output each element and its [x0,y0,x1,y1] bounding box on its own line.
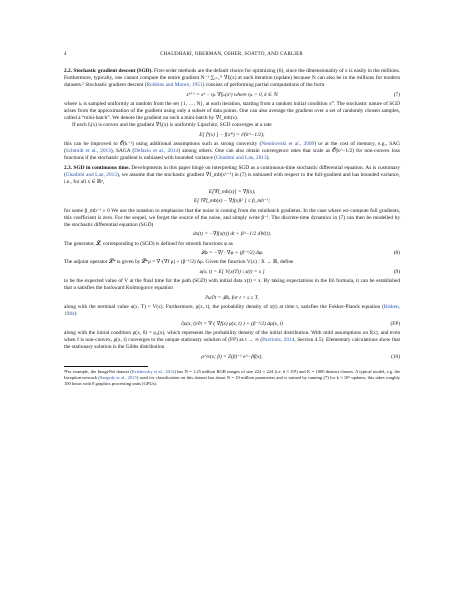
equation-sgd: dx(t) = −∇f(x(t)) dt + β^−1/2 dW(t). [192,231,272,238]
sec23-paragraph-3: The generator, 𝓛, corresponding to (SGD) is defined for smooth functions φ as [64,240,233,247]
citation-link[interactable]: Pavliotis, 2014 [262,337,295,344]
body-text [64,68,400,387]
equation-number: (FP) [390,320,400,327]
equation-number: (9) [393,268,400,275]
equation-8: 𝓛φ = −∇f · ∇φ + (β⁻¹/2) Δφ. (8) [200,249,400,256]
equation-kolmogorov: ∂u/∂t = 𝓛u, for t < s ≤ T, [205,294,259,301]
citation-link[interactable]: Szegedy et al., 2015 [99,374,137,380]
sec23-paragraph-2: for some β_mb⁻¹ ≥ 0 We use the notation to emphasize that the noise is coming from the minibatch gradients. In the case where we compute full gradients, this coefficient is zero. For the sequel, we forget the source of the noise, and simply write β⁻¹. The discrete-time dynamics in (7) can then be modelled by the stochastic differential equation (SGD) [64,207,400,228]
citation-link[interactable]: Ghadimi and Lan, 2013 [65,172,117,179]
page-number: 4 [64,52,67,57]
equation-7: xᵏ⁺¹ = xᵏ − ηₖ ∇fᵢₖ(xᵏ) where ηₖ > 0, k ∈ ℕ (7) [186,91,400,98]
equation-9: u(x, t) = E[ V(x(T)) | x(t) = x ] (9) [199,268,400,275]
equation-rate: E[ fᵏ(x) ] − f(x*) = 𝒪(k^−1/2); [199,131,265,138]
sec22-paragraph-1: 2.2. Stochastic gradient descent (SGD). First-order methods are the default choice for optimizing (6), since the dimensionality of x is easily in the millions. Furthermore, typically, one cannot compute the entire gradient N⁻¹ ∑ᵢ₌₁ᴺ ∇fᵢ(x) at each iteration (update) because N can also be in the millions for modern datasets.² Stochastic gradient descent (Robbins and Monro, 1951) consists of performing partial computations of the form [64,68,400,89]
sec22-paragraph-4: this can be improved to 𝒪(k⁻¹) using additional assumptions such as strong convexity (Nemirovski et al., 2009) or at the cost of memory, e.g., SAG (Schmidt et al., 2013), SAGA (Defazio et al., 2014) among others. One can also obtain convergence rates that scale as 𝒪(k^−1/2) for non-convex loss functions if the stochastic gradient is unbiased with bounded variance (Ghadimi and Lan, 2013). [64,140,400,162]
footnote-rule [64,366,148,367]
sec23-paragraph-5: to be the expected value of V at the final time for the path (SGD) with initial data x(t) = x. By taking expectations in the Itô formula, it can be established that u satisfies the backward Kolmogorov equation [64,278,400,292]
sec23-paragraph-4: The adjoint operator 𝓛* is given by 𝓛*ρ = ∇·(∇f ρ) + (β⁻¹/2) Δρ. Given the function V(x) : X → ℝ, define [64,259,294,266]
equation-10: ρ^∞(x; β) = Z(β)⁻¹ e^−βf(x), (10) [201,353,400,360]
equation-number: (8) [393,249,400,256]
equation-fp: ∂ρ(x, t)/∂t = ∇·( ∇f(x) ρ(x, t) ) + (β⁻¹/2) Δρ(x, t) (FP) [181,320,400,327]
sec23-paragraph-1: 2.3. SGD in continuous time. Developments in this paper hinge on interpreting SGD as a continuous-time stochastic differential equation. As is customary (Ghadimi and Lan, 2013), we assume that the stochastic gradient ∇f_mb(xᵏ⁻¹) in (7) is unbiased with respect to the full-gradient and has bounded variance, i.e., for all x ∈ ℝⁿ, [64,165,400,186]
citation-link[interactable]: Risken, 1984 [64,304,400,318]
equation-number: (7) [393,91,400,98]
sec23-paragraph-7: along with the initial condition ρ(x, 0) = ρ₀(x), which represents the probability density of the initial distribution. With mild assumptions on f(x), and even when f is non-convex, ρ(x, t) converges to the unique stationary solution of (FP) as t → ∞ (Pavliotis, 2014, Section 4.5). Elementary calculations show that the stationary solution is the Gibbs distribution [64,330,400,351]
citation-link[interactable]: Defazio et al., 2014 [134,148,179,155]
citation-link[interactable]: Robbins and Monro, 1951 [146,82,203,89]
citation-link[interactable]: Schmidt et al., 2013 [65,148,111,155]
sec22-paragraph-2: where iₖ is sampled uniformly at random from the set {1, …, N}, at each iteration, starting from a random initial condition x⁰. The stochastic nature of SGD arises from the approximation of the gradient using only a subset of data points. One can also average the gradient over a set of randomly chosen samples, called a “mini-batch”. We denote the gradient on such a mini-batch by ∇f_mb(x). [64,100,400,122]
equation-unbiased: E[∇f_mb(x)] = ∇f(x), [208,188,256,195]
citation-link[interactable]: Nemirovski et al., 2009 [261,140,315,147]
sec22-paragraph-3: If each fᵢ(x) is convex and the gradient ∇fᵢ(x) is uniformly Lipschitz, SGD converges at a rate [72,122,272,129]
citation-link[interactable]: Ghadimi and Lan, 2013 [215,155,267,162]
equation-number: (10) [391,353,400,360]
section-heading-2-2: 2.2. Stochastic gradient descent (SGD). [64,68,153,74]
running-authors: CHAUDHARI, OBERMAN, OSHER, SOATTO, AND CARLIER [160,52,303,57]
equation-variance: E[ ‖∇f_mb(x) − ∇f(x)‖² ] ≤ β_mb⁻¹; [193,198,271,205]
section-heading-2-3: 2.3. SGD in continuous time. [64,165,130,172]
citation-link[interactable]: Krizhevsky et al., 2012 [131,369,175,375]
sec23-paragraph-6: along with the terminal value u(x, T) = V(x). Furthermore, ρ(x, t), the probability density of x(t) at time t, satisfies the Fokker-Planck equation (Risken, 1984) [64,304,400,318]
footnote-2: ²For example, the ImageNet dataset (Krizhevsky et al., 2012) has N = 1.25 million RGB images of size 224 × 224 (i.e. d ≈ 10⁵) and K = 1000 distinct classes. A typical model, e.g. the Inception network (Szegedy et al., 2015) used for classification on this dataset has about N = 10 million parameters and is trained by running (7) for k ≈ 10⁵ updates; this takes roughly 100 hours with 8 graphics processing units (GPUs). [64,369,400,386]
